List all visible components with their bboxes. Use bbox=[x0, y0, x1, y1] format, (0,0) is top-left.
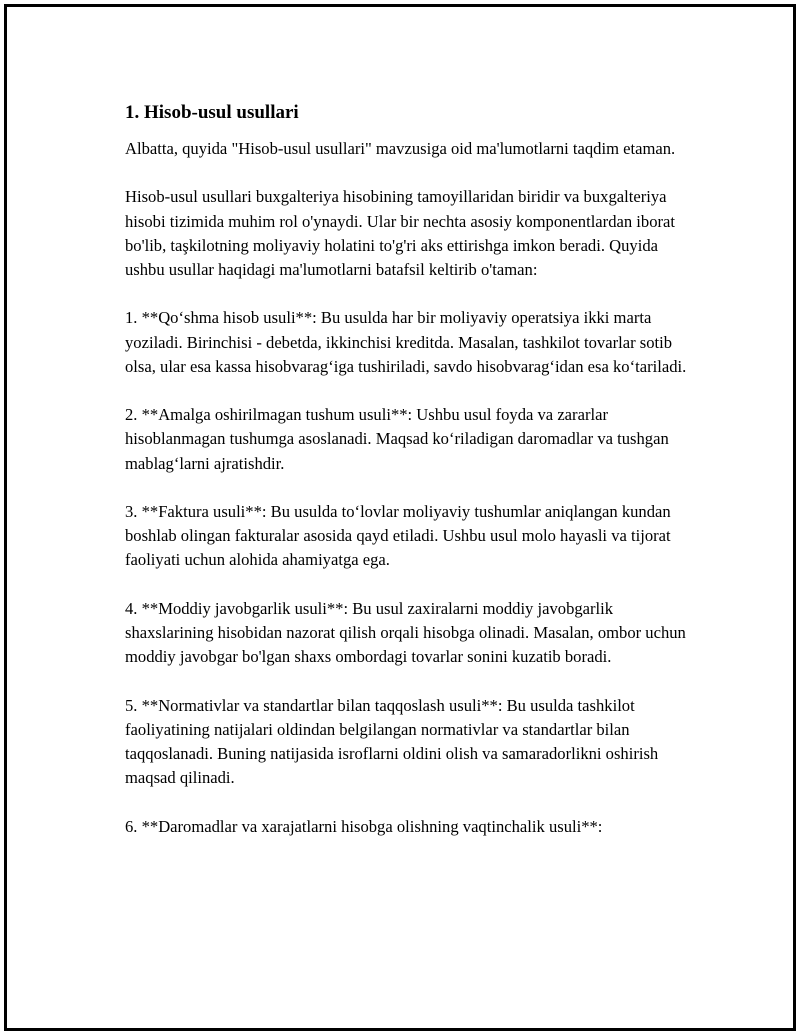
paragraph-overview: Hisob-usul usullari buxgalteriya hisobining tamoyillaridan biridir va buxgalteriya hisobi tizimida muhim rol o'ynaydi. Ular bir nechta asosiy komponentlardan iborat bo'lib, taşkilotning moliyaviy holatini to'g'ri aks ettirishga imkon beradi. Quyida ushbu usullar haqidagi ma'lumotlarni batafsil keltirib o'taman: bbox=[125, 187, 676, 279]
page-border bbox=[4, 4, 796, 1031]
paragraph-item-4: 4. **Moddiy javobgarlik usuli**: Bu usul zaxiralarni moddiy javobgarlik shaxslarining hisobidan nazorat qilish orqali hisobga olinadi. Masalan, ombor uchun moddiy javobgar bo'lgan shaxs ombordagi tovarlar sonini kuzatib boradi. bbox=[125, 598, 686, 667]
paragraph-item-2: 2. **Amalga oshirilmagan tushum usuli**: Ushbu usul foyda va zararlar hisoblanmagan tushumga asoslanadi. Maqsad ko‘riladigan daromadlar va tushgan mablag‘larni ajratishdir. bbox=[125, 405, 669, 473]
paragraph-item-5: 5. **Normativlar va standartlar bilan taqqoslash usuli**: Bu usulda tashkilot faoliyatining natijalari oldindan belgilangan normativlar va standartlar bilan taqqoslanadi. Buning natijasida isroflarni oldini olish va samaradorlikni oshirish maqsad qilinadi. bbox=[125, 695, 659, 788]
paragraph-item-6: 6. **Daromadlar va xarajatlarni hisobga olishning vaqtinchalik usuli**: bbox=[125, 816, 603, 836]
paragraph-intro: Albatta, quyida "Hisob-usul usullari" mavzusiga oid ma'lumotlarni taqdim etaman. bbox=[125, 139, 676, 158]
paragraph-item-1: 1. **Qo‘shma hisob usuli**: Bu usulda har bir moliyaviy operatsiya ikki marta yoziladi. Birinchisi - debetda, ikkinchisi kreditda. Masalan, tashkilot tovarlar sotib olsa, ular esa kassa hisobvarag‘iga tushiriladi, savdo hisobvarag‘idan esa ko‘tariladi. bbox=[125, 308, 687, 376]
paragraph-item-3: 3. **Faktura usuli**: Bu usulda to‘lovlar moliyaviy tushumlar aniqlangan kundan boshlab olingan fakturalar asosida qayd etiladi. Ushbu usul molo hayasli va tijorat faoliyati uchun alohida ahamiyatga ega. bbox=[125, 501, 671, 570]
document-body bbox=[125, 101, 695, 863]
document-heading: 1. Hisob-usul usullari bbox=[125, 102, 299, 123]
